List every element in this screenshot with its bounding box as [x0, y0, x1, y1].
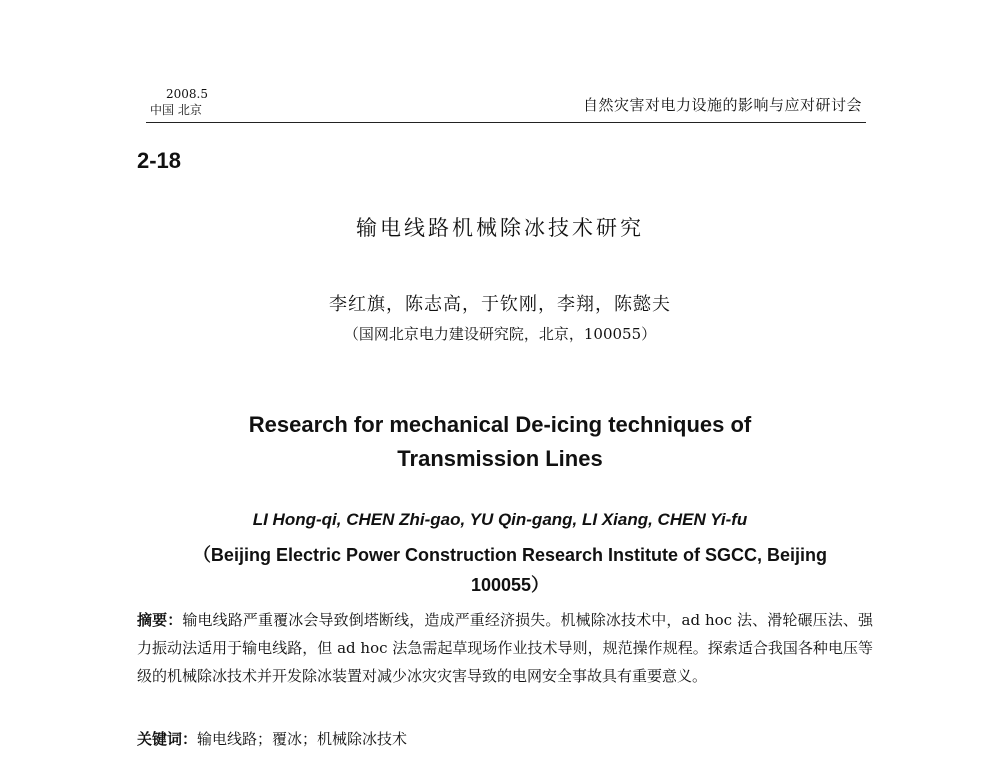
keywords-text: 输电线路；覆冰；机械除冰技术 [197, 730, 408, 748]
keywords-label: 关键词： [137, 730, 198, 748]
english-title-line-2: Transmission Lines [397, 446, 603, 471]
conference-name: 自然灾害对电力设施的影响与应对研讨会 [582, 96, 862, 114]
chinese-title: 输电线路机械除冰技术研究 [356, 216, 644, 240]
header-date: 2008.5 [166, 87, 208, 101]
chinese-affiliation: （国网北京电力建设研究院，北京，100055） [343, 325, 657, 343]
abstract-label: 摘要： [137, 611, 183, 629]
header-meta [150, 86, 208, 118]
english-title-line-1: Research for mechanical De-icing techniques of [248, 412, 752, 437]
english-affiliation-line-1: （Beijing Electric Power Construction Research Institute of SGCC, Beijing [192, 545, 828, 565]
english-affiliation-line-2: 100055） [470, 575, 550, 595]
english-authors: LI Hong-qi, CHEN Zhi-gao, YU Qin-gang, LI Xiang, CHEN Yi-fu [252, 510, 748, 529]
english-affiliation [130, 540, 890, 600]
paper-number: 2-18 [137, 148, 182, 173]
abstract [137, 606, 873, 690]
english-title [0, 408, 1000, 476]
header-divider [146, 122, 866, 123]
chinese-authors: 李红旗，陈志高，于钦刚，李翔，陈懿夫 [329, 294, 671, 315]
keywords [137, 729, 407, 749]
abstract-text: 输电线路严重覆冰会导致倒塔断线，造成严重经济损失。机械除冰技术中，ad hoc 法、滑轮碾压法、强力振动法适用于输电线路，但 ad hoc 法急需起草现场作业技术导则，规范操作规程。探索适合我国各种电压等级的机械除冰技术并开发除冰装置对减少冰灾灾害导致的电网安全事故具有重要意义。 [137, 611, 873, 685]
header-location: 中国 北京 [150, 103, 202, 117]
